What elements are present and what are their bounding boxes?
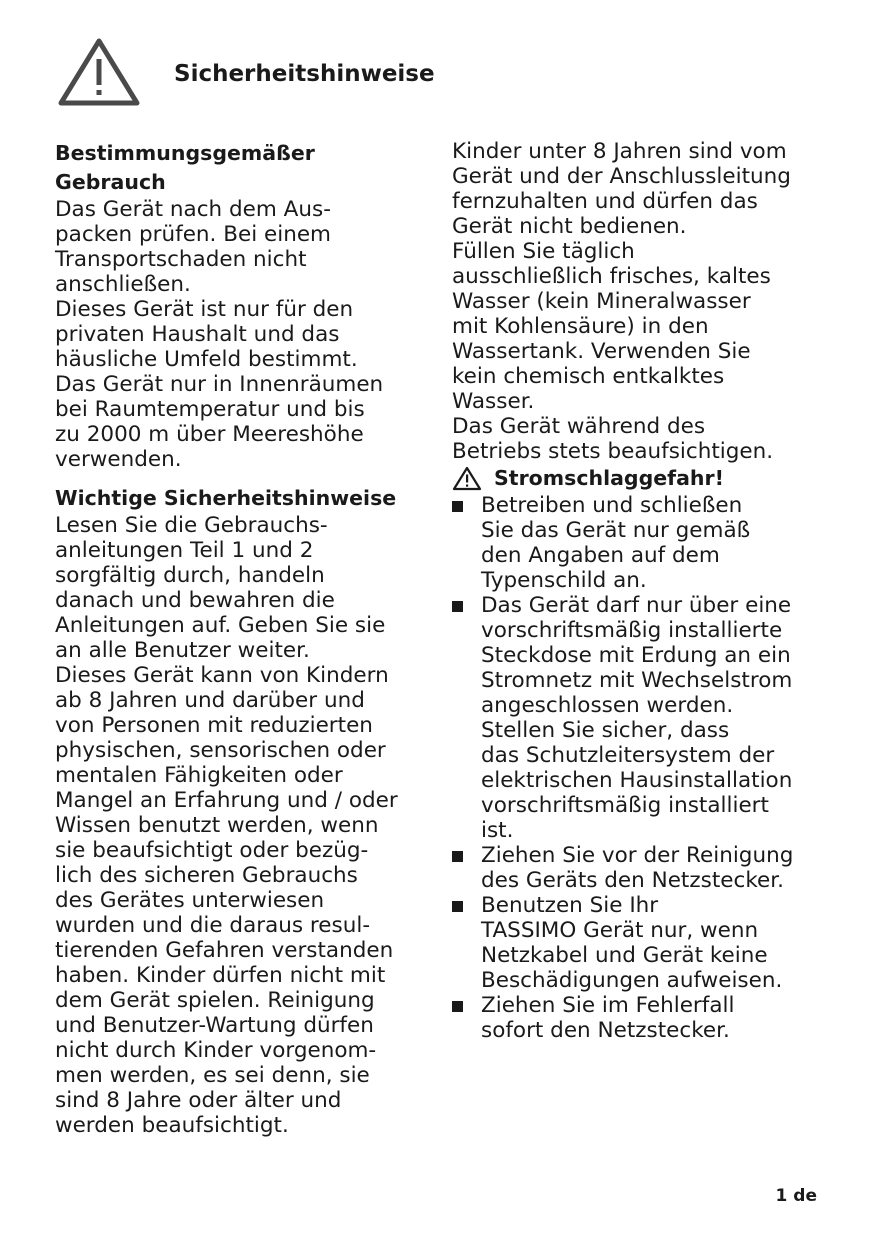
- intended-use-text: Das Gerät nach dem Aus- packen prüfen. Bei einem Transportschaden nicht anschließen. Dieses Gerät ist nur für den privaten Haushalt und das häusliche Umfeld bestimmt. Das Gerät nur in Innenräumen bei Raumtemperatur und bis zu 2000 m über Meereshöhe verwenden.: [55, 197, 384, 472]
- square-bullet-icon: [452, 843, 481, 868]
- list-item-text: Ziehen Sie vor der Reinigung des Geräts den Netzstecker.: [481, 843, 794, 893]
- list-item-text: Benutzen Sie Ihr TASSIMO Gerät nur, wenn Netzkabel und Gerät keine Beschädigungen aufweisen.: [481, 893, 783, 993]
- warning-triangle-icon: [56, 36, 142, 108]
- page-header: [56, 36, 836, 108]
- right-column: [452, 139, 832, 1043]
- electric-shock-warning-list: [452, 493, 832, 1043]
- list-item-text: Betreiben und schließen Sie das Gerät nur gemäß den Angaben auf dem Typenschild an.: [481, 493, 751, 593]
- electric-shock-warning-label: Stromschlaggefahr!: [494, 466, 724, 490]
- electric-shock-warning-heading: [452, 464, 832, 493]
- page-title: Sicherheitshinweise: [174, 61, 435, 87]
- section-heading-intended-use: Bestimmungsgemäßer Gebrauch: [55, 141, 315, 194]
- children-and-water-text: Kinder unter 8 Jahren sind vom Gerät und der Anschlussleitung fernzuhalten und dürfen das Gerät nicht bedienen. Füllen Sie täglich ausschließlich frisches, kaltes Wasser (kein Mineralwasser mit Kohlensäure) in den Wassertank. Verwenden Sie kein chemisch entkalktes Wasser. Das Gerät während des Betriebs stets beaufsichtigen.: [452, 139, 791, 464]
- page-number: 1 de: [775, 1186, 817, 1206]
- list-item: [452, 993, 832, 1043]
- list-item: [452, 493, 832, 593]
- list-item: [452, 843, 832, 893]
- warning-triangle-icon: [452, 466, 482, 491]
- list-item-text: Das Gerät darf nur über eine vorschriftsmäßig installierte Steckdose mit Erdung an ein Stromnetz mit Wechselstrom angeschlossen werden. Stellen Sie sicher, dass das Schutzleitersystem der elektrischen Hausinstallation vorschriftsmäßig installiert ist.: [481, 593, 793, 843]
- left-column: [55, 139, 427, 1138]
- square-bullet-icon: [452, 993, 481, 1018]
- square-bullet-icon: [452, 893, 481, 918]
- list-item-text: Ziehen Sie im Fehlerfall sofort den Netzstecker.: [481, 993, 735, 1043]
- square-bullet-icon: [452, 493, 481, 518]
- square-bullet-icon: [452, 593, 481, 618]
- list-item: [452, 593, 832, 843]
- section-heading-safety-notes: Wichtige Sicherheitshinweise: [55, 486, 397, 510]
- safety-notes-text: Lesen Sie die Gebrauchs- anleitungen Teil 1 und 2 sorgfältig durch, handeln danach und bewahren die Anleitungen auf. Geben Sie sie an alle Benutzer weiter. Dieses Gerät kann von Kindern ab 8 Jahren und darüber und von Personen mit reduzierten physischen, sensorischen oder mentalen Fähigkeiten oder Mangel an Erfahrung und / oder Wissen benutzt werden, wenn sie beaufsichtigt oder bezüg- lich des sicheren Gebrauchs des Gerätes unterwiesen wurden und die daraus resul- tierenden Gefahren verstanden haben. Kinder dürfen nicht mit dem Gerät spielen. Reinigung und Benutzer-Wartung dürfen nicht durch Kinder vorgenom- men werden, es sei denn, sie sind 8 Jahre oder älter und werden beaufsichtigt.: [55, 513, 398, 1138]
- list-item: [452, 893, 832, 993]
